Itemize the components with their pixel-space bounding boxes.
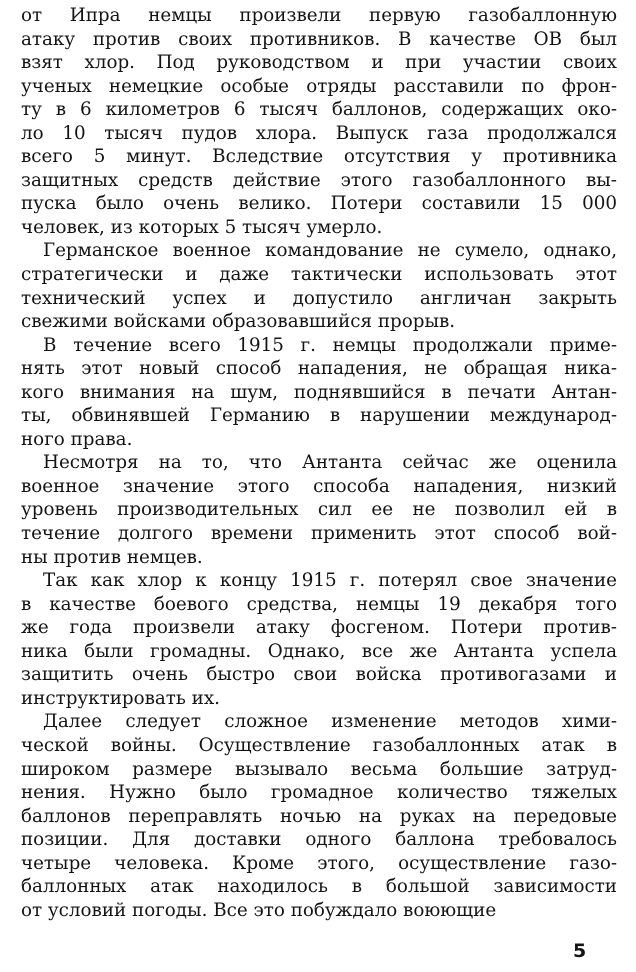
text-line: ты, обвинявшей Германию в нарушении международ- [21,405,617,427]
text-line: Несмотря на то, что Антанта сейчас же оценила [43,452,617,474]
text-line: кого внимания на шум, поднявшийся в печати Антан- [21,381,617,403]
text-line: защитных средств действие этого газобаллонного вы- [21,169,617,191]
text-line: баллонных атак находилось в большой зависимости [21,876,617,898]
paragraph [21,569,617,710]
text-line: В течение всего 1915 г. немцы продолжали приме- [43,334,617,356]
page-number: 5 [573,940,587,962]
text-line: течение долгого времени применить этот способ вой- [21,523,617,545]
text-line: ческой войны. Осуществление газобаллонных атак в [21,734,617,756]
text-line: ло 10 тысяч пудов хлора. Выпуск газа продолжался [21,122,617,144]
text-line: стратегически и даже тактически использовать этот [21,264,617,286]
text-line: от Ипра немцы произвели первую газобаллонную [21,5,617,26]
text-line: технический успех и допустило англичан закрыть [21,287,617,309]
text-line: Германское военное командование не сумело, однако, [43,240,617,262]
text-line: Так как хлор к концу 1915 г. потерял свое значение [43,570,617,592]
text-line: уровень производительных сил ее не позволил ей в [21,499,617,521]
paragraph [21,239,617,333]
text-line: Далее следует сложное изменение методов хими- [43,711,617,733]
text-line: человек, из которых 5 тысяч умерло. [21,216,383,238]
text-line: военное значение этого способа нападения, низкий [21,475,617,497]
text-line: баллонов переправлять ночью на руках на передовые [21,805,617,827]
text-line: свежими войсками образовавшийся прорыв. [21,311,456,333]
text-line: ного права. [21,428,133,450]
text-line: позиции. Для доставки одного баллона требовалось [21,829,617,851]
text-line: всего 5 минут. Вследствие отсутствия у противника [21,146,617,168]
paragraph [21,4,617,239]
text-line: инструктировать их. [21,687,220,709]
text-line: нения. Нужно было громадное количество тяжелых [21,782,617,804]
text-line: в качестве боевого средства, немцы 19 декабря того [21,593,617,615]
paragraph [21,710,617,922]
paragraph [21,451,617,569]
text-line: нять этот новый способ нападения, не обращая ника- [21,358,617,380]
text-line: ученых немецкие особые отряды расставили по фрон- [21,75,617,97]
paragraph [21,334,617,452]
text-line: ту в 6 километров 6 тысяч баллонов, содержащих око- [21,99,617,121]
text-line: пуска было очень велико. Потери составили 15 000 [21,193,617,215]
text-line: от условий погоды. Все это побуждало воюющие [21,899,497,921]
text-line: атаку против своих противников. В качестве ОВ был [21,28,617,50]
page-body-text [21,4,617,922]
text-line: ника были громадны. Однако, все же Антанта успела [21,640,617,662]
text-line: ны против немцев. [21,546,203,568]
text-line: же года произвели атаку фосгеном. Потери против- [21,617,617,639]
text-line: защитить очень быстро свои войска противогазами и [21,664,617,686]
text-line: широком размере вызывало весьма большие затруд- [21,758,617,780]
text-line: взят хлор. Под руководством и при участии своих [21,52,617,74]
text-line: четыре человека. Кроме этого, осуществление газо- [21,852,617,874]
